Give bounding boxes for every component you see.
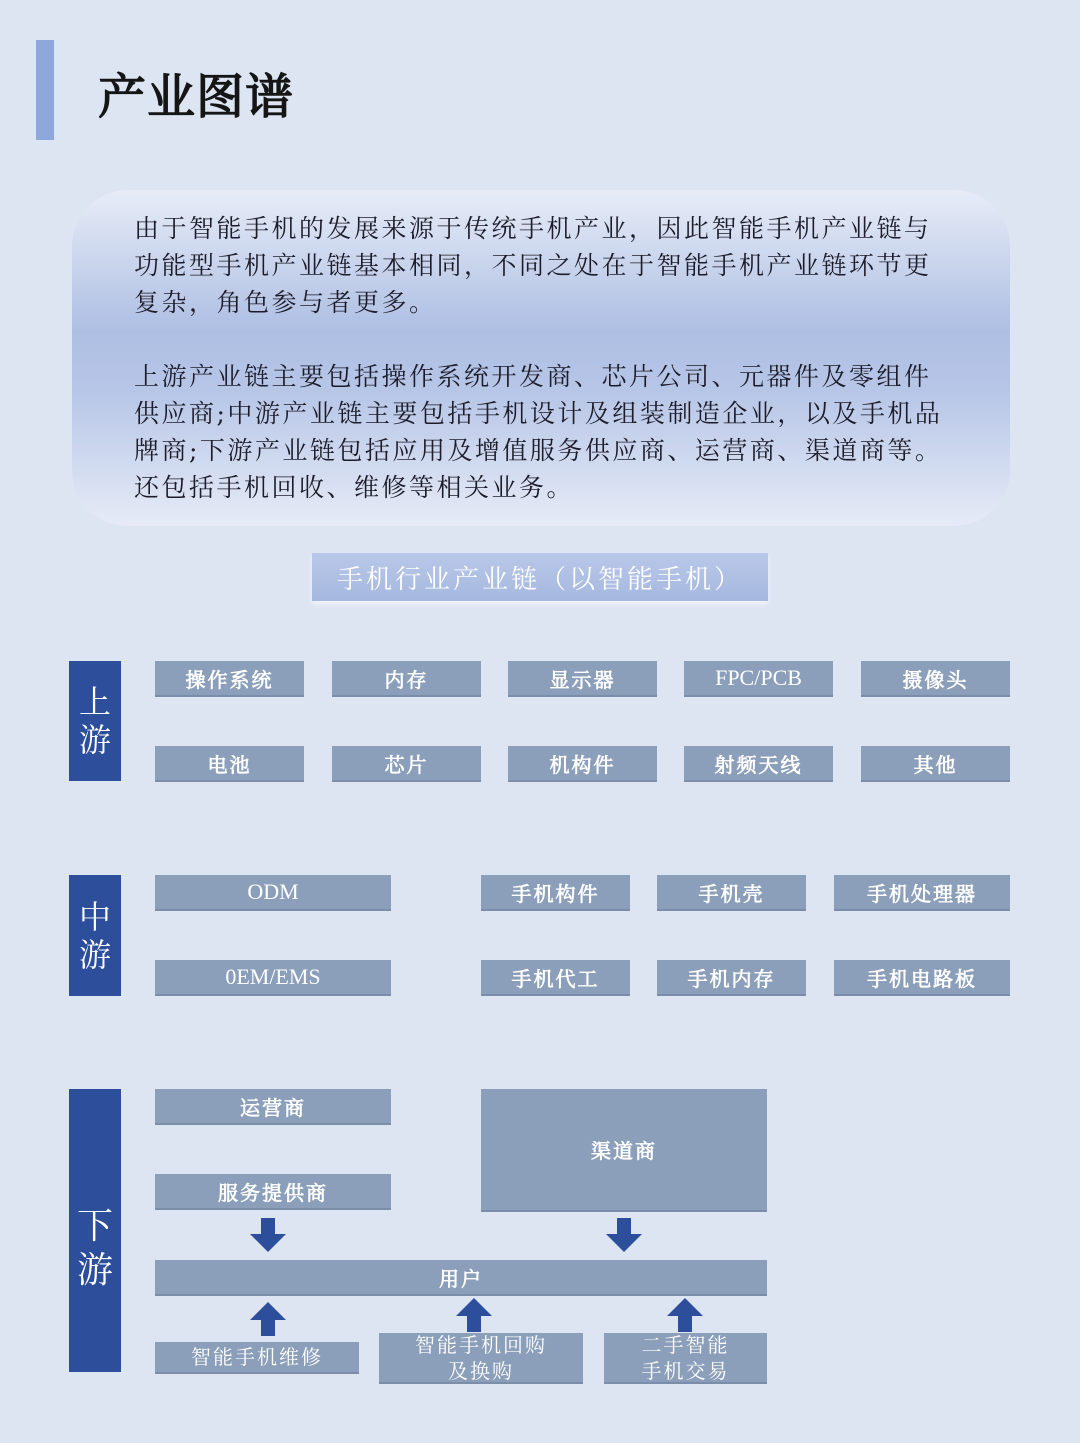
midstream-box-odm: ODM: [155, 875, 391, 911]
midstream-box: 手机构件: [481, 875, 630, 911]
midstream-box: 手机内存: [657, 960, 806, 996]
downstream-box-service-provider: 服务提供商: [155, 1174, 391, 1210]
intro-paragraph-2: 上游产业链主要包括操作系统开发商、芯片公司、元器件及零组件供应商;中游产业链主要包括手机设计及组装制造企业，以及手机品牌商;下游产业链包括应用及增值服务供应商、运营商、渠道商等。还包括手机回收、维修等相关业务。: [134, 362, 943, 502]
secondhand-line-1: 二手智能: [641, 1332, 730, 1357]
upstream-box: 其他: [861, 746, 1010, 782]
tier-downstream-label: 下游: [76, 1205, 113, 1291]
upstream-box: FPC/PCB: [684, 661, 833, 697]
upstream-box: 摄像头: [861, 661, 1010, 697]
intro-card: [72, 190, 1010, 526]
upstream-box: 射频天线: [684, 746, 833, 782]
midstream-box: 手机代工: [481, 960, 630, 996]
tier-upstream: [69, 661, 121, 781]
upstream-box: 机构件: [508, 746, 657, 782]
midstream-box: 手机壳: [657, 875, 806, 911]
downstream-box-channel: 渠道商: [481, 1089, 767, 1212]
arrow-up-icon: [667, 1298, 703, 1332]
tier-midstream-label: 中游: [78, 897, 111, 974]
tier-upstream-label: 上游: [78, 683, 111, 759]
buyback-line-1: 智能手机回购: [415, 1332, 547, 1357]
intro-paragraph-1: 由于智能手机的发展来源于传统手机产业，因此智能手机产业链与功能型手机产业链基本相同，不同之处在于智能手机产业链环节更复杂，角色参与者更多。: [134, 214, 932, 317]
upstream-box: 电池: [155, 746, 304, 782]
midstream-box: 手机电路板: [834, 960, 1010, 996]
upstream-box: 芯片: [332, 746, 481, 782]
title-accent-bar: [36, 40, 54, 140]
midstream-box: 手机处理器: [834, 875, 1010, 911]
secondhand-line-2: 手机交易: [641, 1358, 730, 1383]
downstream-box-repair: 智能手机维修: [155, 1342, 359, 1374]
upstream-box: 内存: [332, 661, 481, 697]
arrow-up-icon: [250, 1302, 286, 1336]
downstream-box-secondhand: [604, 1333, 767, 1384]
arrow-down-icon: [250, 1218, 286, 1252]
downstream-box-operator: 运营商: [155, 1089, 391, 1125]
tier-downstream: [69, 1089, 121, 1372]
page-title: 产业图谱: [98, 69, 295, 125]
arrow-up-icon: [456, 1298, 492, 1332]
downstream-box-buyback: [379, 1333, 583, 1384]
midstream-box-oem: 0EM/EMS: [155, 960, 391, 996]
upstream-box: 操作系统: [155, 661, 304, 697]
tier-midstream: [69, 875, 121, 996]
upstream-box: 显示器: [508, 661, 657, 697]
downstream-box-user: 用户: [155, 1260, 767, 1296]
arrow-down-icon: [606, 1218, 642, 1252]
chain-title: 手机行业产业链（以智能手机）: [312, 553, 768, 601]
buyback-line-2: 及换购: [448, 1358, 514, 1383]
